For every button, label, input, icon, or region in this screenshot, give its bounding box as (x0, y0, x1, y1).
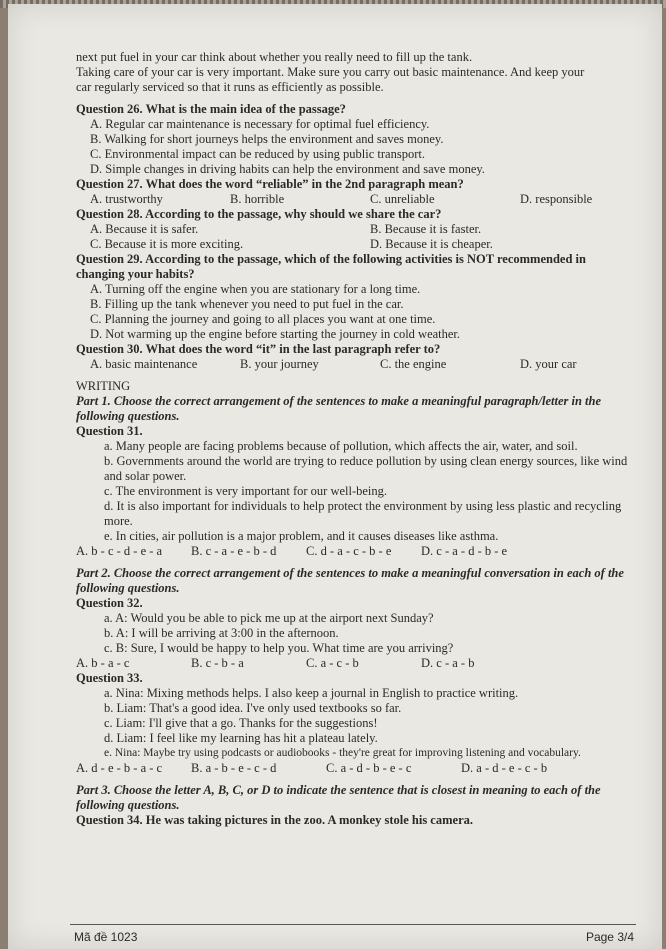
page-number: Page 3/4 (585, 930, 634, 944)
intro-line: next put fuel in your car think about whether you really need to fill up the tank. (76, 50, 473, 64)
intro-line: car regularly serviced so that it runs as efficiently as possible. (76, 80, 384, 94)
option: B. c - b - a (191, 656, 244, 670)
part-3-instruction: Part 3. Choose the letter A, B, C, or D to indicate the sentence that is closest in meaning to each of the following questions. (76, 783, 601, 812)
option: C. a - c - b (306, 656, 359, 670)
option: C. unreliable (370, 192, 435, 206)
option: B. Filling up the tank whenever you need to put fuel in the car. (90, 297, 404, 311)
option: B. Because it is faster. (370, 222, 482, 236)
sentence: e. In cities, air pollution is a major problem, and it causes diseases like asthma. (104, 529, 499, 543)
option: A. Because it is safer. (90, 222, 199, 236)
dialogue-line: b. A: I will be arriving at 3:00 in the afternoon. (104, 626, 339, 640)
dialogue-line: c. B: Sure, I would be happy to help you. What time are you arriving? (104, 641, 454, 655)
question-28-title: Question 28. According to the passage, why should we share the car? (76, 207, 442, 221)
dialogue-line: d. Liam: I feel like my learning has hit a plateau lately. (104, 731, 378, 745)
option: D. c - a - b (421, 656, 475, 670)
dialogue-line: a. Nina: Mixing methods helps. I also keep a journal in English to practice writing. (104, 686, 519, 700)
question-32-title: Question 32. (76, 596, 143, 610)
page-footer (74, 930, 634, 944)
question-29-title-cont: changing your habits? (76, 267, 195, 281)
options-row (76, 222, 636, 237)
sentence: a. Many people are facing problems because of pollution, which affects the air, water, and soil. (104, 439, 578, 453)
option: D. Because it is cheaper. (370, 237, 493, 251)
options-row (76, 544, 636, 559)
dialogue-line: e. Nina: Maybe try using podcasts or audiobooks - they're great for improving listening and vocabulary. (104, 747, 581, 759)
options-row (76, 656, 636, 671)
option: B. horrible (230, 192, 285, 206)
option: D. c - a - d - b - e (421, 544, 508, 558)
option: D. responsible (520, 192, 593, 206)
question-26-title: Question 26. What is the main idea of the passage? (76, 102, 346, 116)
option: A. Turning off the engine when you are stationary for a long time. (90, 282, 421, 296)
option: C. a - d - b - e - c (326, 761, 412, 775)
sentence: d. It is also important for individuals to help protect the environment by using less plastic and recycling more. (104, 499, 622, 528)
question-33-title: Question 33. (76, 671, 143, 685)
exam-code: Mã đề 1023 (74, 930, 138, 944)
options-row (76, 761, 636, 776)
dialogue-line: a. A: Would you be able to pick me up at the airport next Sunday? (104, 611, 434, 625)
question-27-title: Question 27. What does the word “reliable” in the 2nd paragraph mean? (76, 177, 464, 191)
exam-content (76, 50, 636, 828)
option: B. c - a - e - b - d (191, 544, 277, 558)
option: B. your journey (240, 357, 319, 371)
option: D. Not warming up the engine before starting the journey in cold weather. (90, 327, 461, 341)
options-row (76, 357, 636, 372)
option: A. Regular car maintenance is necessary for optimal fuel efficiency. (90, 117, 430, 131)
question-34-title: Question 34. He was taking pictures in the zoo. A monkey stole his camera. (76, 813, 473, 827)
part-1-instruction: Part 1. Choose the correct arrangement of the sentences to make a meaningful paragraph/letter in the following questions. (76, 394, 602, 423)
options-row (76, 192, 636, 207)
question-30-title: Question 30. What does the word “it” in the last paragraph refer to? (76, 342, 441, 356)
part-2-instruction: Part 2. Choose the correct arrangement of the sentences to make a meaningful conversation in each of the following questions. (76, 566, 624, 595)
option: A. b - a - c (76, 656, 130, 670)
question-31-title: Question 31. (76, 424, 143, 438)
options-row (76, 237, 636, 252)
option: C. Planning the journey and going to all places you want at one time. (90, 312, 436, 326)
option: B. a - b - e - c - d (191, 761, 277, 775)
option: C. Environmental impact can be reduced by using public transport. (90, 147, 425, 161)
option: D. Simple changes in driving habits can help the environment and save money. (90, 162, 485, 176)
sentence: c. The environment is very important for our well-being. (104, 484, 388, 498)
option: D. a - d - e - c - b (461, 761, 548, 775)
section-heading-writing: WRITING (76, 379, 131, 393)
option: C. Because it is more exciting. (90, 237, 244, 251)
option: C. d - a - c - b - e (306, 544, 392, 558)
option: A. b - c - d - e - a (76, 544, 163, 558)
sentence: b. Governments around the world are trying to reduce pollution by using clean energy sources, like wind and solar power. (104, 454, 628, 483)
option: A. basic maintenance (90, 357, 198, 371)
dialogue-line: b. Liam: That's a good idea. I've only used textbooks so far. (104, 701, 402, 715)
option: D. your car (520, 357, 577, 371)
option: A. trustworthy (90, 192, 163, 206)
intro-line: Taking care of your car is very important. Make sure you carry out basic maintenance. And keep your (76, 65, 585, 79)
option: C. the engine (380, 357, 447, 371)
question-29-title: Question 29. According to the passage, which of the following activities is NOT recommended in (76, 252, 586, 266)
option: A. d - e - b - a - c (76, 761, 163, 775)
footer-divider (70, 924, 636, 925)
option: B. Walking for short journeys helps the environment and saves money. (90, 132, 444, 146)
dialogue-line: c. Liam: I'll give that a go. Thanks for the suggestions! (104, 716, 378, 730)
